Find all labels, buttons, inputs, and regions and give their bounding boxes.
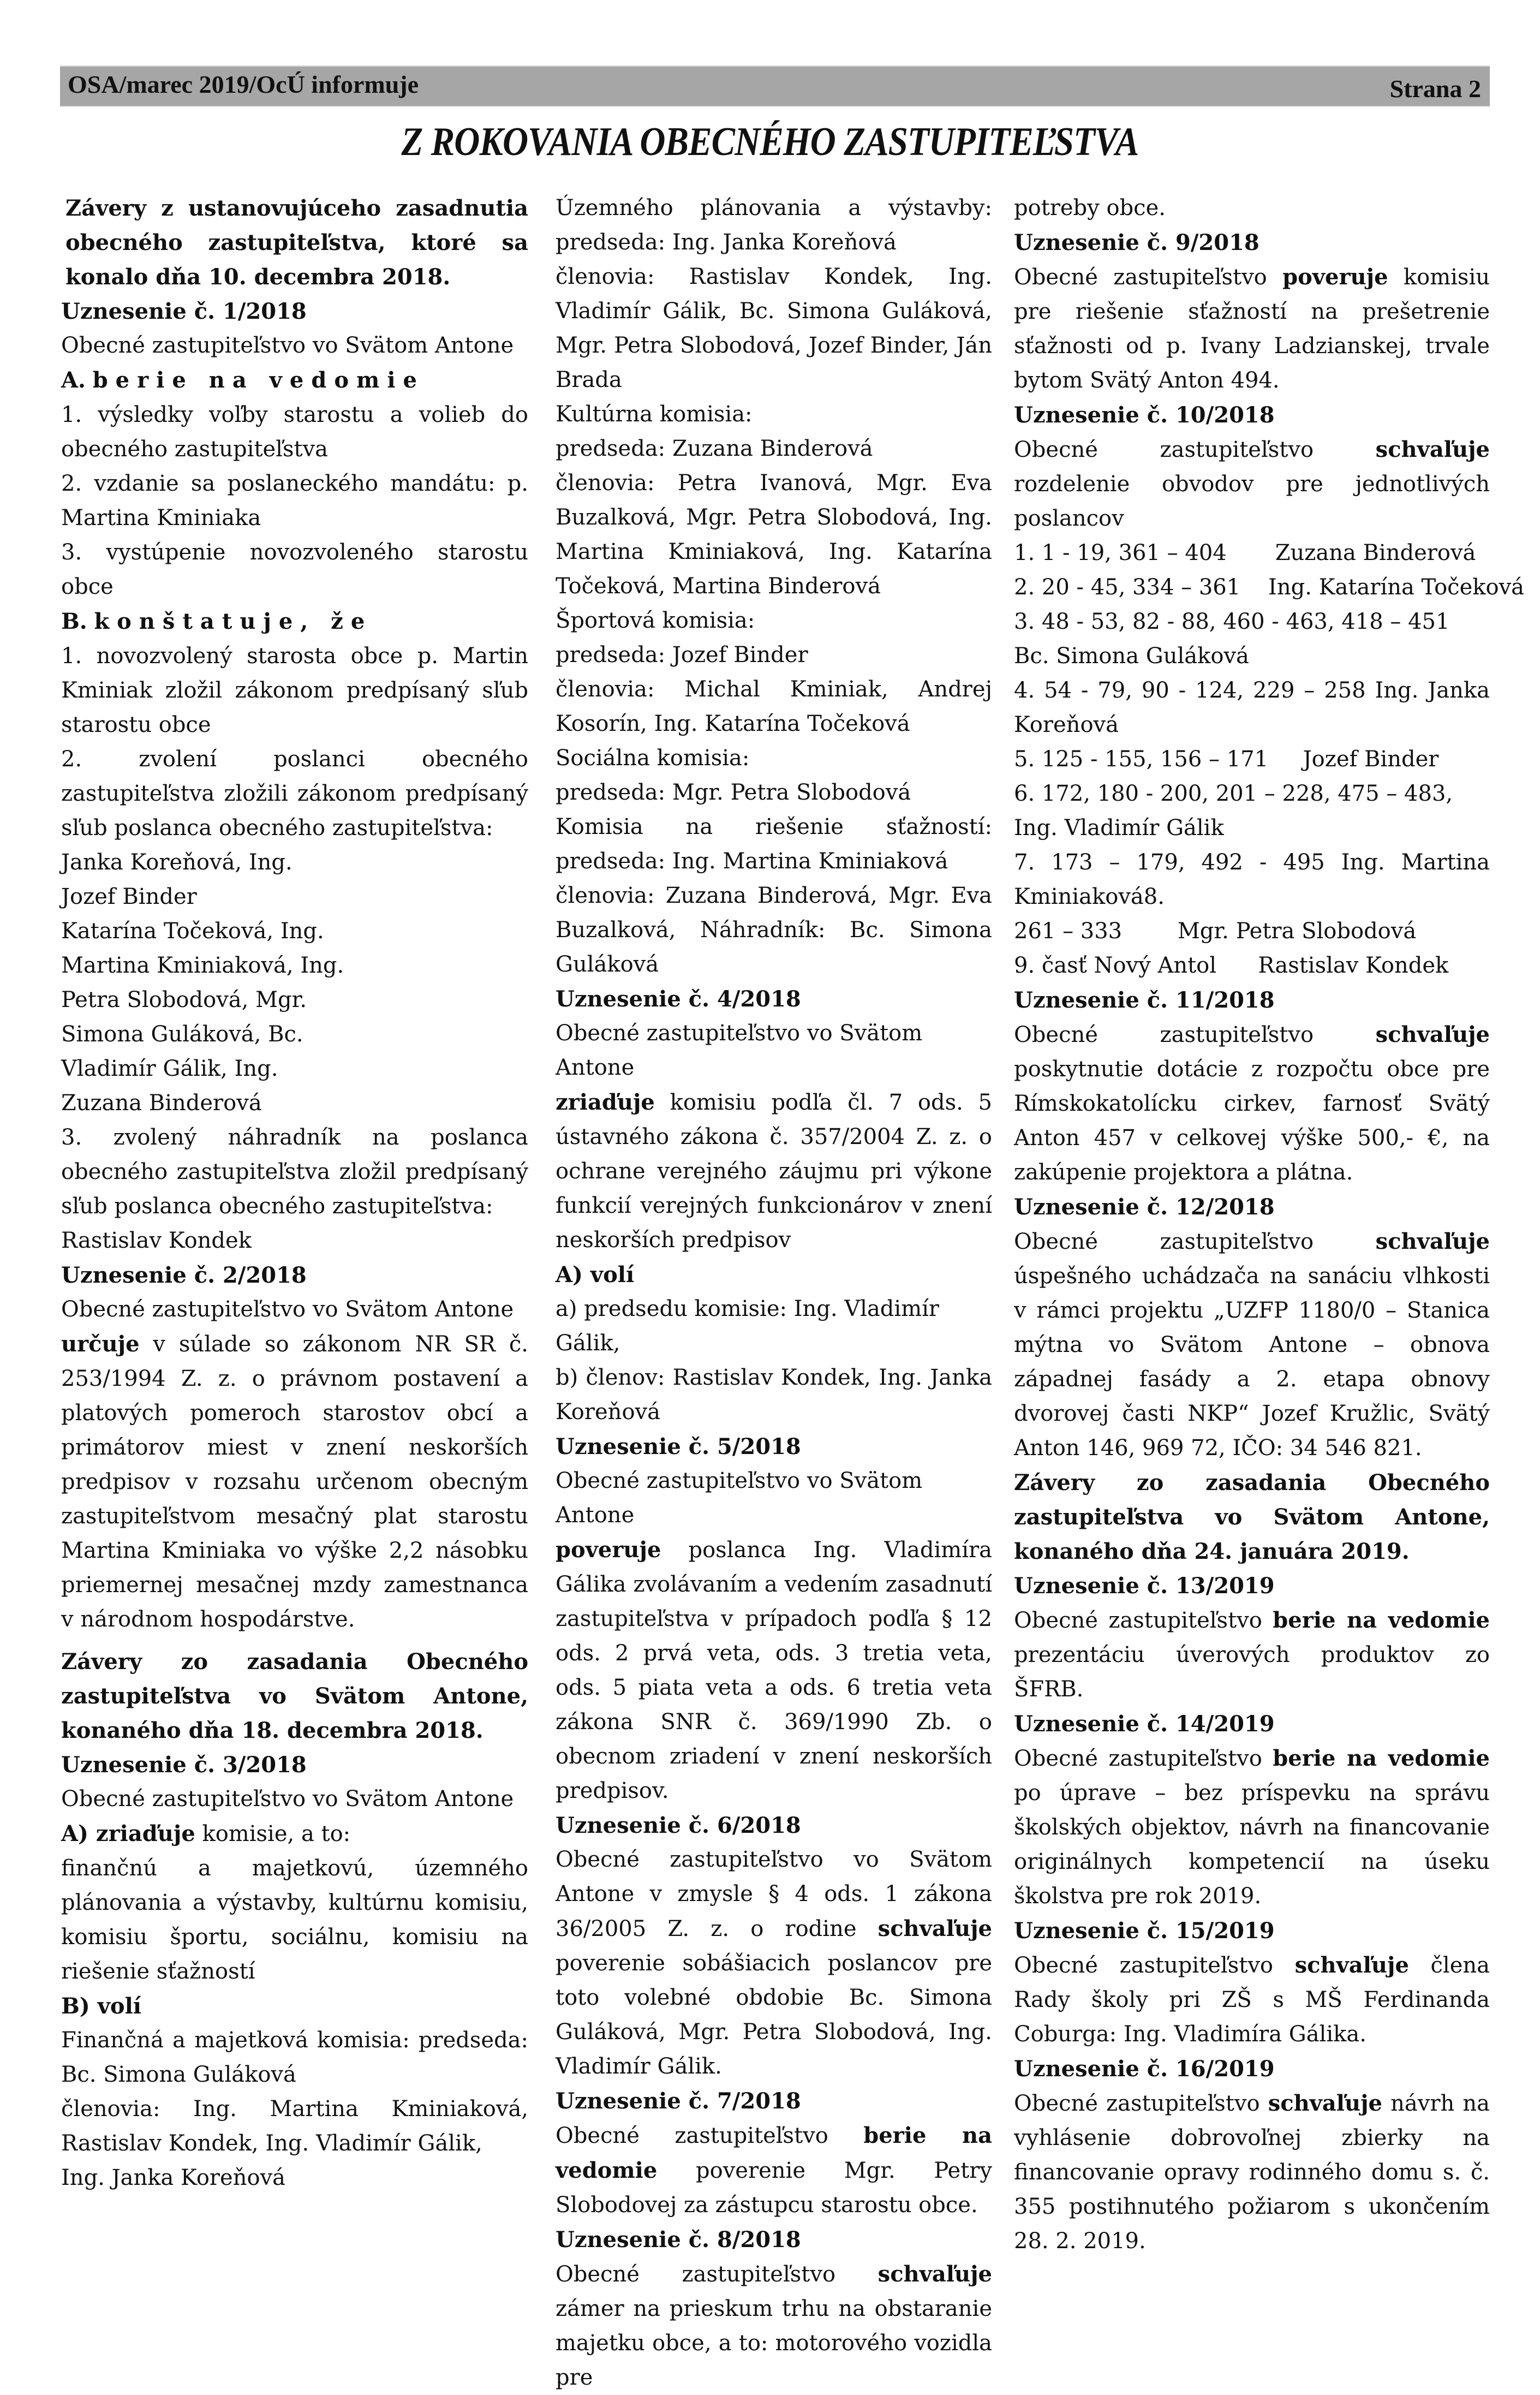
district-item: 5. 125 - 155, 156 – 171 Jozef Binder [1014, 747, 1439, 772]
list-item: 3. vystúpenie novozvoleného starostu obce [61, 540, 528, 599]
resolution-text: Obecné zastupiteľstvo [1014, 1022, 1376, 1047]
clause-prefix: B. [61, 609, 87, 634]
committee-line: Komisia na riešenie sťažností: predseda: Ing. Martina Kminiaková [556, 814, 992, 874]
resolution-intro: Obecné zastupiteľstvo vo Svätom Antone [556, 1021, 923, 1080]
resolution-text: potreby obce. [1014, 195, 1166, 221]
resolution-verb: berie na vedomie [556, 2123, 993, 2183]
resolution-text: Obecné zastupiteľstvo [1014, 2091, 1268, 2116]
resolution-intro: Obecné zastupiteľstvo vo Svätom Antone [61, 1297, 514, 1322]
resolution-text: v súlade so zákonom NR SR č. 253/1994 Z. z. o právnom postavení a platových pomeroch starostov obcí a primátorov miest v znení neskorších predpisov v rozsahu určenom obecným zastupiteľstvom mesačný plat starostu Martina Kminiaka vo výške 2,2 násobku priemernej mesačnej mzdy zamestnanca v národnom hospodárstve. [61, 1332, 528, 1632]
district-item: 9. časť Nový Antol Rastislav Kondek [1014, 953, 1449, 978]
clause-label: konštatuje, že [94, 609, 373, 634]
clause-label: B) volí [61, 1993, 141, 2019]
resolution-title: Uznesenie č. 1/2018 [61, 299, 307, 324]
committee-label: Sociálna komisia: [556, 746, 750, 771]
resolution-text: komisiu pre riešenie sťažností na prešetrenie sťažnosti od p. Ivany Ladzianskej, trvale bytom Svätý Anton 494. [1014, 265, 1490, 393]
resolution-text: Obecné zastupiteľstvo [556, 2123, 864, 2148]
member-name: Simona Guláková, Bc. [61, 1022, 303, 1047]
resolution-title: Uznesenie č. 2/2018 [61, 1262, 307, 1288]
resolution-text: poverenie Mgr. Petry Slobodovej za zástupcu starostu obce. [556, 2158, 992, 2218]
resolution-text: finančnú a majetkovú, územného plánovania a výstavby, kultúrnu komisiu, komisiu športu, sociálnu, komisiu na riešenie sťažností [61, 1856, 528, 1984]
committee-line: Finančná a majetková komisia: predseda: Bc. Simona Guláková [61, 2028, 528, 2087]
section-heading: Závery zo zasadania Obecného zastupiteľstva vo Svätom Antone, konaného dňa 24. januára 2019. [1014, 1470, 1490, 1564]
member-name: Janka Koreňová, Ing. [61, 850, 293, 875]
resolution-title: Uznesenie č. 4/2018 [556, 986, 801, 1012]
resolution-title: Uznesenie č. 16/2019 [1014, 2056, 1275, 2082]
resolution-text: po úprave – bez príspevku na správu školských objektov, návrh na financovanie originálnych kompetencií na úseku školstva pre rok 2019. [1014, 1780, 1490, 1909]
resolution-verb: schvaľuje [1375, 437, 1490, 462]
committee-chair: predseda: Zuzana Binderová [556, 436, 873, 461]
resolution-title: Uznesenie č. 9/2018 [1014, 230, 1260, 255]
column-left [61, 191, 528, 2195]
clause-label: berie na vedomie [92, 367, 425, 393]
resolution-verb: schvaľuje [1294, 1952, 1409, 1978]
committee-members: členovia: Michal Kminiak, Andrej Kosorín, Ing. Katarína Točeková [556, 677, 992, 736]
district-item: Bc. Simona Guláková [1014, 644, 1249, 669]
district-item: 6. 172, 180 - 200, 201 – 228, 475 – 483, [1014, 781, 1453, 806]
clause-label: A) zriaďuje [61, 1821, 195, 1846]
resolution-title: Uznesenie č. 3/2018 [61, 1752, 307, 1778]
committee-members: členovia: Zuzana Binderová, Mgr. Eva Buzalková, Náhradník: Bc. Simona Guláková [556, 883, 992, 977]
member-name: Jozef Binder [61, 884, 197, 909]
resolution-text: úspešného uchádzača na sanáciu vlhkosti v rámci projektu „UZFP 1180/0 – Stanica mýtna vo Svätom Antone – obnova západnej fasády a 2. etapa obnovy dvorovej časti NKP“ Jozef Kružlic, Svätý Anton 146, 969 72, IČO: 34 546 821. [1014, 1264, 1490, 1461]
list-item: 1. novozvolený starosta obce p. Martin Kminiak zložil zákonom predpísaný sľub starostu obce [61, 644, 528, 737]
committee-members: členovia: Rastislav Kondek, Ing. Vladimír Gálik, Bc. Simona Guláková, Mgr. Petra Slobodová, Jozef Binder, Ján Brada [556, 264, 992, 392]
resolution-verb: schvaľuje [1375, 1022, 1490, 1047]
member-name: Petra Slobodová, Mgr. [61, 987, 307, 1012]
committee-members: Ing. Janka Koreňová [61, 2165, 286, 2190]
clause-label: A) volí [556, 1262, 635, 1288]
resolution-text: poverenie sobášiacich poslancov pre toto volebné obdobie Bc. Simona Guláková, Mgr. Petra Slobodová, Ing. Vladimír Gálik. [556, 1951, 992, 2079]
clause-prefix: A. [61, 367, 86, 393]
issue-label: OSA/marec 2019/OcÚ informuje [68, 70, 419, 98]
district-item: 4. 54 - 79, 90 - 124, 229 – 258 Ing. Janka Koreňová [1014, 678, 1490, 737]
resolution-title: Uznesenie č. 5/2018 [556, 1434, 801, 1459]
resolution-text: Obecné zastupiteľstvo [1014, 437, 1376, 462]
district-item: 7. 173 – 179, 492 - 495 Ing. Martina Kminiaková8. [1014, 850, 1490, 909]
section-heading: Závery z ustanovujúceho zasadnutia obecného zastupiteľstva, ktoré sa konalo dňa 10. decembra 2018. [65, 195, 528, 290]
committee-chair: predseda: Jozef Binder [556, 642, 808, 668]
resolution-verb: berie na vedomie [1273, 1745, 1490, 1771]
resolution-title: Uznesenie č. 13/2019 [1014, 1573, 1275, 1599]
member-name: Martina Kminiaková, Ing. [61, 953, 344, 978]
resolution-text: Obecné zastupiteľstvo [1014, 1608, 1273, 1633]
list-item: b) členov: Rastislav Kondek, Ing. Janka Koreňová [556, 1365, 992, 1425]
page-title: Z ROKOVANIA OBECNÉHO ZASTUPITEĽSTVA [401, 120, 1139, 164]
page-number: Strana 2 [1389, 75, 1481, 103]
resolution-verb: zriaďuje [556, 1089, 655, 1115]
district-item: 261 – 333 Mgr. Petra Slobodová [1014, 919, 1417, 944]
resolution-title: Uznesenie č. 11/2018 [1014, 987, 1275, 1013]
resolution-text: Obecné zastupiteľstvo [1014, 265, 1283, 290]
district-item: 2. 20 - 45, 334 – 361 Ing. Katarína Točeková [1014, 575, 1525, 600]
resolution-verb: berie na vedomie [1273, 1607, 1490, 1633]
resolution-title: Uznesenie č. 7/2018 [556, 2088, 801, 2114]
resolution-text: prezentáciu úverových produktov zo ŠFRB. [1014, 1642, 1490, 1702]
resolution-intro: Obecné zastupiteľstvo vo Svätom Antone [61, 333, 514, 358]
resolution-text: Obecné zastupiteľstvo [1014, 1746, 1273, 1771]
resolution-text: poskytnutie dotácie z rozpočtu obce pre Rímskokatolícku cirkev, farnosť Svätý Anton 457 v celkovej výške 500,- €, na zakúpenie projektora a plátna. [1014, 1057, 1490, 1185]
resolution-title: Uznesenie č. 14/2019 [1014, 1711, 1275, 1737]
committee-chair: predseda: Mgr. Petra Slobodová [556, 780, 911, 805]
resolution-verb: určuje [61, 1331, 140, 1357]
resolution-text: člena Rady školy pri ZŠ s MŠ Ferdinanda Coburga: Ing. Vladimíra Gálika. [1014, 1953, 1490, 2047]
committee-members: členovia: Ing. Martina Kminiaková, Rastislav Kondek, Ing. Vladimír Gálik, [61, 2096, 528, 2156]
resolution-text: Obecné zastupiteľstvo [1014, 1953, 1295, 1978]
list-item: 3. zvolený náhradník na poslanca obecného zastupiteľstva zložil predpísaný sľub poslanca obecného zastupiteľstva: [61, 1125, 528, 1219]
district-item: 3. 48 - 53, 82 - 88, 460 - 463, 418 – 451 [1014, 609, 1450, 634]
column-middle [556, 191, 992, 2395]
resolution-text: zámer na prieskum trhu na obstaranie majetku obce, a to: motorového vozidla pre [556, 2296, 992, 2390]
list-item: 2. zvolení poslanci obecného zastupiteľstva zložili zákonom predpísaný sľub poslanca obecného zastupiteľstva: [61, 747, 528, 841]
resolution-verb: schvaľuje [878, 2261, 992, 2287]
resolution-text: Obecné zastupiteľstvo [556, 2262, 878, 2287]
resolution-title: Uznesenie č. 6/2018 [556, 1813, 801, 1838]
resolution-verb: poveruje [556, 1537, 661, 1563]
resolution-title: Uznesenie č. 8/2018 [556, 2227, 801, 2253]
clause-text: komisie, a to: [195, 1821, 351, 1846]
resolution-intro: Obecné zastupiteľstvo vo Svätom Antone [61, 1786, 514, 1812]
committee-members: členovia: Petra Ivanová, Mgr. Eva Buzalková, Mgr. Petra Slobodová, Ing. Martina Kminiaková, Ing. Katarína Točeková, Martina Binderová [556, 470, 992, 599]
resolution-verb: schvaľuje [878, 1916, 992, 1941]
list-item: a) predsedu komisie: Ing. Vladimír Gálik, [556, 1296, 940, 1356]
resolution-text: Obecné zastupiteľstvo [1014, 1229, 1376, 1254]
running-header [60, 65, 1490, 107]
section-heading: Závery zo zasadania Obecného zastupiteľstva vo Svätom Antone, konaného dňa 18. decembra 2018. [61, 1649, 528, 1743]
committee-label: Kultúrna komisia: [556, 402, 753, 427]
list-item: 1. výsledky voľby starostu a volieb do obecného zastupiteľstva [61, 402, 528, 462]
resolution-text: Obecné zastupiteľstvo vo Svätom Antone v zmysle § 4 ods. 1 zákona 36/2005 Z. z. o rodine [556, 1847, 992, 1941]
resolution-text: rozdelenie obvodov pre jednotlivých poslancov [1014, 472, 1490, 531]
member-name: Rastislav Kondek [61, 1228, 252, 1253]
district-item: 1. 1 - 19, 361 – 404 Zuzana Binderová [1014, 540, 1476, 565]
resolution-verb: schvaľuje [1268, 2090, 1383, 2116]
resolution-text: poslanca Ing. Vladimíra Gálika zvolávaním a vedením zasadnutí zastupiteľstva v prípadoch podľa § 12 ods. 2 prvá veta, ods. 3 tretia veta, ods. 5 piata veta a ods. 6 tretia veta zákona SNR č. 369/1990 Zb. o obecnom zriadení v znení neskorších predpisov. [556, 1538, 992, 1803]
member-name: Zuzana Binderová [61, 1091, 262, 1116]
resolution-title: Uznesenie č. 10/2018 [1014, 402, 1275, 428]
resolution-text: komisiu podľa čl. 7 ods. 5 ústavného zákona č. 357/2004 Z. z. o ochrane verejného záujmu pri výkone funkcií verejných funkcionárov v znení neskorších predpisov [556, 1090, 992, 1253]
member-name: Vladimír Gálik, Ing. [61, 1056, 278, 1081]
list-item: 2. vzdanie sa poslaneckého mandátu: p. Martina Kminiaka [61, 471, 528, 531]
member-name: Katarína Točeková, Ing. [61, 919, 324, 944]
resolution-verb: schvaľuje [1375, 1229, 1490, 1254]
column-right [1014, 191, 1525, 2259]
district-item: Ing. Vladimír Gálik [1014, 815, 1224, 841]
resolution-verb: poveruje [1282, 264, 1388, 290]
committee-label: Športová komisia: [556, 608, 755, 633]
committee-line: Územného plánovania a výstavby: predseda: Ing. Janka Koreňová [556, 195, 992, 255]
resolution-intro: Obecné zastupiteľstvo vo Svätom Antone [556, 1468, 923, 1528]
resolution-title: Uznesenie č. 15/2019 [1014, 1918, 1275, 1944]
resolution-text: návrh na vyhlásenie dobrovoľnej zbierky na financovanie opravy rodinného domu s. č. 355 postihnutého požiarom s ukončením 28. 2. 2019. [1014, 2091, 1490, 2254]
resolution-title: Uznesenie č. 12/2018 [1014, 1194, 1275, 1220]
